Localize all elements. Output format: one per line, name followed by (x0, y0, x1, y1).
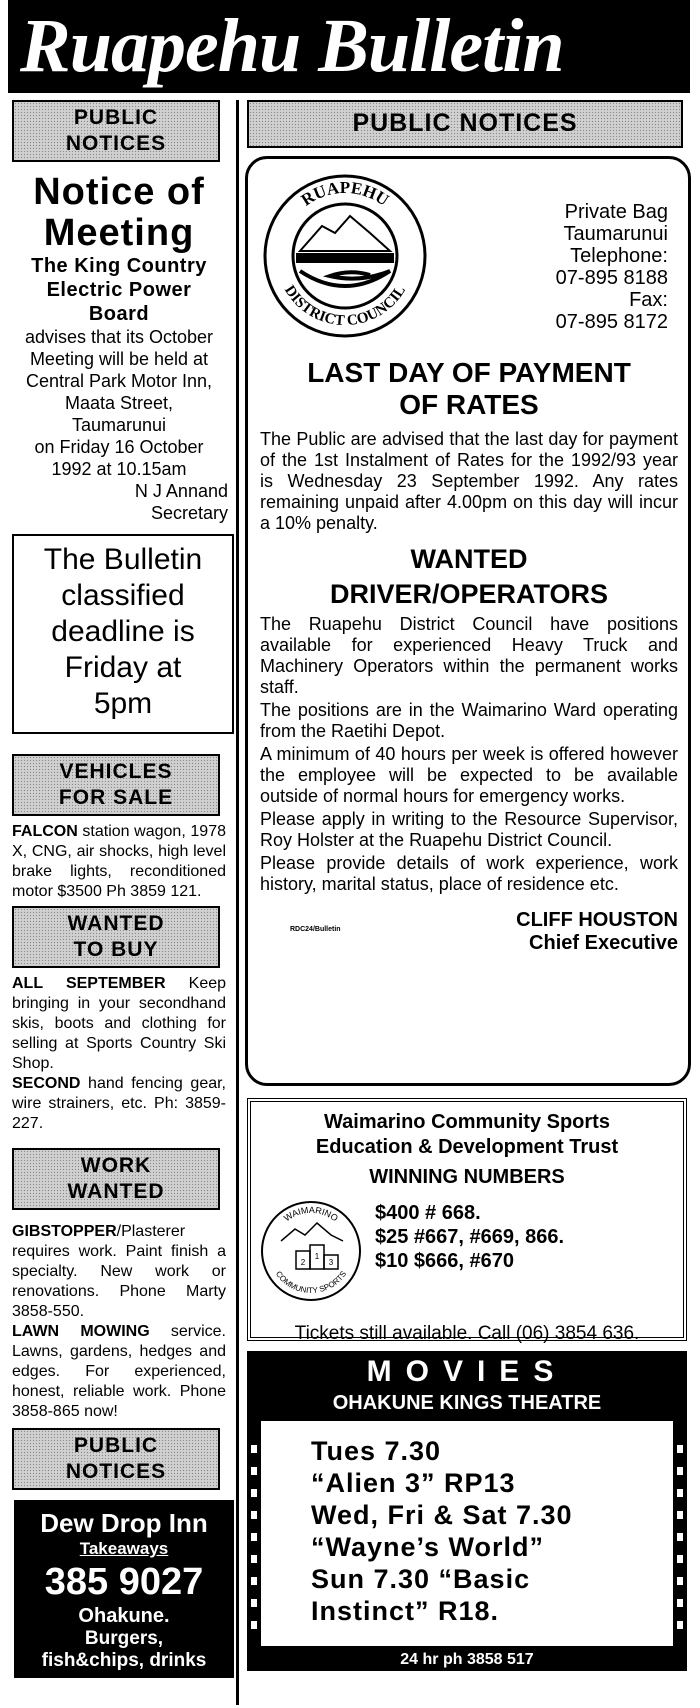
dewdrop-subtitle: Takeaways (79, 1539, 169, 1558)
wanted-heading: WANTED DRIVER/OPERATORS (329, 544, 609, 609)
job-paragraph: Please apply in writing to the Resource Supervisor, Roy Holster at the Ruapehu District Council. (260, 809, 678, 850)
classified-ad: GIBSTOPPER/Plasterer requires work. Paint finish a specialty. New work or renovations. Phone Marty 3858-550. (12, 1223, 226, 1320)
winning-numbers-heading: WINNING NUMBERS (369, 1166, 565, 1188)
film-strip-left (251, 1431, 257, 1631)
dew-drop-inn-ad: Dew Drop Inn Takeaways 385 9027 Ohakune. Burgers, fish&chips, drinks (14, 1500, 234, 1678)
svg-text:1: 1 (314, 1252, 320, 1261)
council-notice (245, 156, 691, 1086)
movies-title: MOVIES (366, 1355, 568, 1388)
meeting-notice (8, 172, 230, 524)
logo-bottom-text: DISTRICT COUNCIL (281, 282, 409, 330)
vehicles-for-sale-heading: VEHICLES FOR SALE (12, 754, 220, 816)
job-paragraph: The positions are in the Waimarino Ward operating from the Raetihi Depot. (260, 700, 678, 741)
waimarino-sports-logo (259, 1199, 363, 1303)
notice-body: advises that its October Meeting will be held at Central Park Motor Inn, Maata Street, Taumarunui on Friday 16 October 1992 at 10.15am (24, 327, 214, 479)
ruapehu-council-logo (260, 171, 430, 341)
ad-reference: RDC24/Bulletin (290, 926, 341, 933)
public-notices-heading: PUBLIC NOTICES (12, 100, 220, 162)
classified-deadline-box: The Bulletin classified deadline is Friday at 5pm (12, 534, 234, 734)
public-notices-banner: PUBLIC NOTICES (247, 100, 683, 148)
movie-listings: Tues 7.30 “Alien 3” RP13 Wed, Fri & Sat 7.30 “Wayne’s World” Sun 7.30 “Basic Instinct” R18. (261, 1421, 673, 1646)
council-contact: Private Bag Taumarunui Telephone: 07-895 8188 Fax: 07-895 8172 (555, 201, 668, 333)
dewdrop-name: Dew Drop Inn (40, 1508, 208, 1538)
classified-ad: LAWN MOWING service. Lawns, gardens, hedges and edges. For experienced, honest, reliable work. Phone 3858-865 now! (12, 1323, 226, 1420)
council-signature: CLIFF HOUSTON Chief Executive (516, 909, 678, 954)
winning-numbers-list: $400 # 668. $25 #667, #669, 866. $10 $666, #670 (375, 1202, 565, 1272)
job-paragraph: The Ruapehu District Council have positions available for experienced Heavy Truck and Machinery Operators within the permanent works staff. (260, 614, 678, 697)
notice-board-name: The King Country Electric Power Board (31, 255, 207, 325)
logo-top-text: RUAPEHU (297, 177, 393, 210)
job-paragraph: Please provide details of work experience, work history, marital status, place of residence etc. (260, 853, 678, 894)
column-divider (236, 100, 239, 1705)
tickets-note: Tickets still available. Call (06) 3854 636. (294, 1323, 640, 1344)
svg-text:WAIMARINO: WAIMARINO (282, 1204, 340, 1224)
masthead (8, 0, 690, 93)
job-paragraph: A minimum of 40 hours per week is offered however the employee will be expected to be available outside of normal hours for emergency works. (260, 744, 678, 806)
newspaper-title: Ruapehu Bulletin (20, 4, 564, 88)
theatre-name: OHAKUNE KINGS THEATRE (332, 1392, 602, 1414)
classified-ad: FALCON station wagon, 1978 X, CNG, air shocks, high level brake lights, reconditioned motor $3500 Ph 3859 121. (12, 823, 226, 900)
sports-trust-ad (247, 1098, 687, 1344)
svg-text:COMMUNITY SPORTS: COMMUNITY SPORTS (273, 1269, 349, 1296)
right-column (245, 100, 695, 1671)
dewdrop-phone: 385 9027 (44, 1561, 204, 1603)
left-column (8, 100, 230, 1678)
movies-ad (247, 1351, 687, 1671)
rates-heading: LAST DAY OF PAYMENT OF RATES (307, 357, 631, 420)
movies-phone: 24 hr ph 3858 517 (400, 1651, 534, 1668)
svg-text:2: 2 (300, 1258, 306, 1267)
public-notices-heading-2: PUBLIC NOTICES (12, 1428, 220, 1490)
notice-title: Notice of Meeting (33, 171, 205, 254)
dewdrop-town: Ohakune. (78, 1605, 170, 1627)
classified-ad: ALL SEPTEMBER Keep bringing in your secondhand skis, boots and clothing for selling at Sports Country Ski Shop. (12, 975, 227, 1072)
svg-text:3: 3 (328, 1258, 334, 1267)
rates-text: The Public are advised that the last day for payment of the 1st Instalment of Rates for the 1992/93 year is Wednesday 23 September 1992. Any rates remaining unpaid after 4.00pm on this day will incur a 10% penalty. (260, 429, 678, 533)
work-wanted-heading: WORK WANTED (12, 1148, 220, 1210)
film-strip-right (677, 1431, 683, 1631)
classified-ad: SECOND hand fencing gear, wire strainers, etc. Ph: 3859-227. (12, 1075, 226, 1132)
wanted-to-buy-heading: WANTED TO BUY (12, 906, 220, 968)
sports-trust-title: Waimarino Community Sports Education & Development Trust (315, 1111, 619, 1158)
notice-signature: N J Annand Secretary (134, 481, 228, 523)
